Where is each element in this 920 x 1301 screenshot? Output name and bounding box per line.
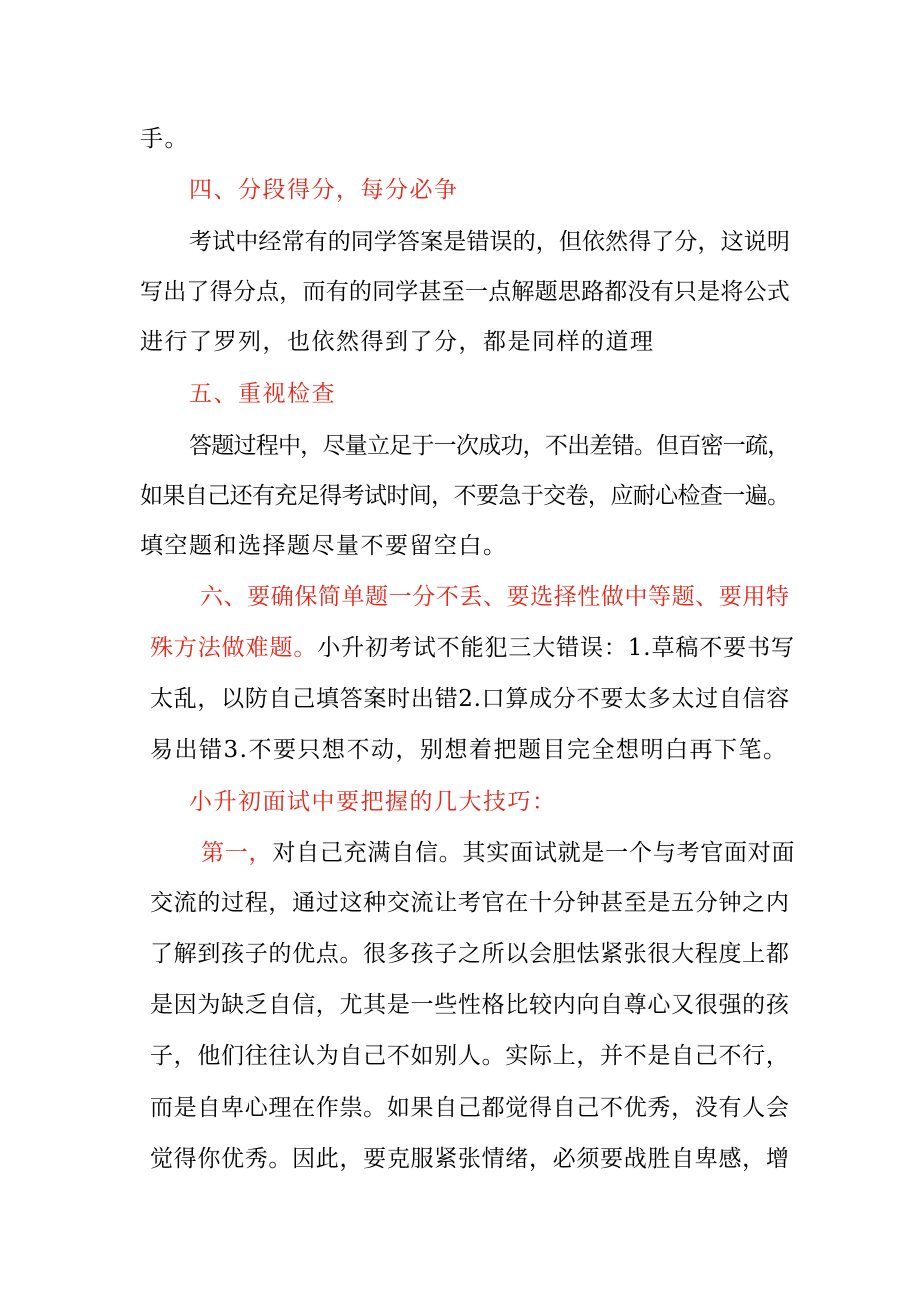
text-line: 太乱，以防自己填答案时出错2.口算成分不要太多太过自信容 (150, 686, 790, 712)
text-line: 填空题和选择题尽量不要留空白。 (140, 533, 508, 559)
heading-continuation: 殊方法做难题。 (150, 635, 318, 661)
text-line: 是因为缺乏自信，尤其是一些性格比较内向自尊心又很强的孩 (150, 992, 790, 1018)
tip-number: 第一， (201, 840, 273, 866)
text-line: 写出了得分点，而有的同学甚至一点解题思路都没有只是将公式 (140, 279, 790, 305)
text-line-mixed (201, 838, 795, 868)
text-line: 觉得你优秀。因此，要克服紧张情绪，必须要战胜自卑感，增 (150, 1146, 790, 1172)
text-line: 手。 (140, 126, 189, 152)
text-line: 进行了罗列，也依然得到了分，都是同样的道理 (140, 329, 655, 355)
text-line: 如果自己还有充足得考试时间，不要急于交卷，应耐心检查一遍。 (140, 483, 790, 509)
text-line: 考试中经常有的同学答案是错误的，但依然得了分，这说明 (189, 229, 790, 255)
section-heading-4: 四、分段得分，每分必争 (189, 177, 459, 203)
tip-text: 对自己充满自信。其实面试就是一个与考官面对面 (272, 840, 796, 866)
text-line: 了解到孩子的优点。很多孩子之所以会胆怯紧张很大程度上都 (150, 941, 790, 967)
text-line: 易出错3.不要只想不动，别想着把题目完全想明白再下笔。 (150, 737, 788, 763)
section-heading-5: 五、重视检查 (189, 381, 336, 407)
text-continuation: 小升初考试不能犯三大错误：1.草稿不要书写 (317, 635, 795, 661)
text-line: 答题过程中，尽量立足于一次成功，不出差错。但百密一疏， (189, 433, 790, 459)
text-line-mixed (150, 633, 795, 663)
text-line: 而是自卑心理在作祟。如果自己都觉得自己不优秀，没有人会 (150, 1095, 790, 1121)
interview-tips-heading: 小升初面试中要把握的几大技巧： (189, 789, 557, 815)
section-heading-6: 六、要确保简单题一分不丢、要选择性做中等题、要用特 (200, 584, 790, 610)
text-line: 交流的过程，通过这种交流让考官在十分钟甚至是五分钟之内 (150, 890, 790, 916)
text-line: 子，他们往往认为自己不如别人。实际上，并不是自己不行， (150, 1043, 790, 1069)
